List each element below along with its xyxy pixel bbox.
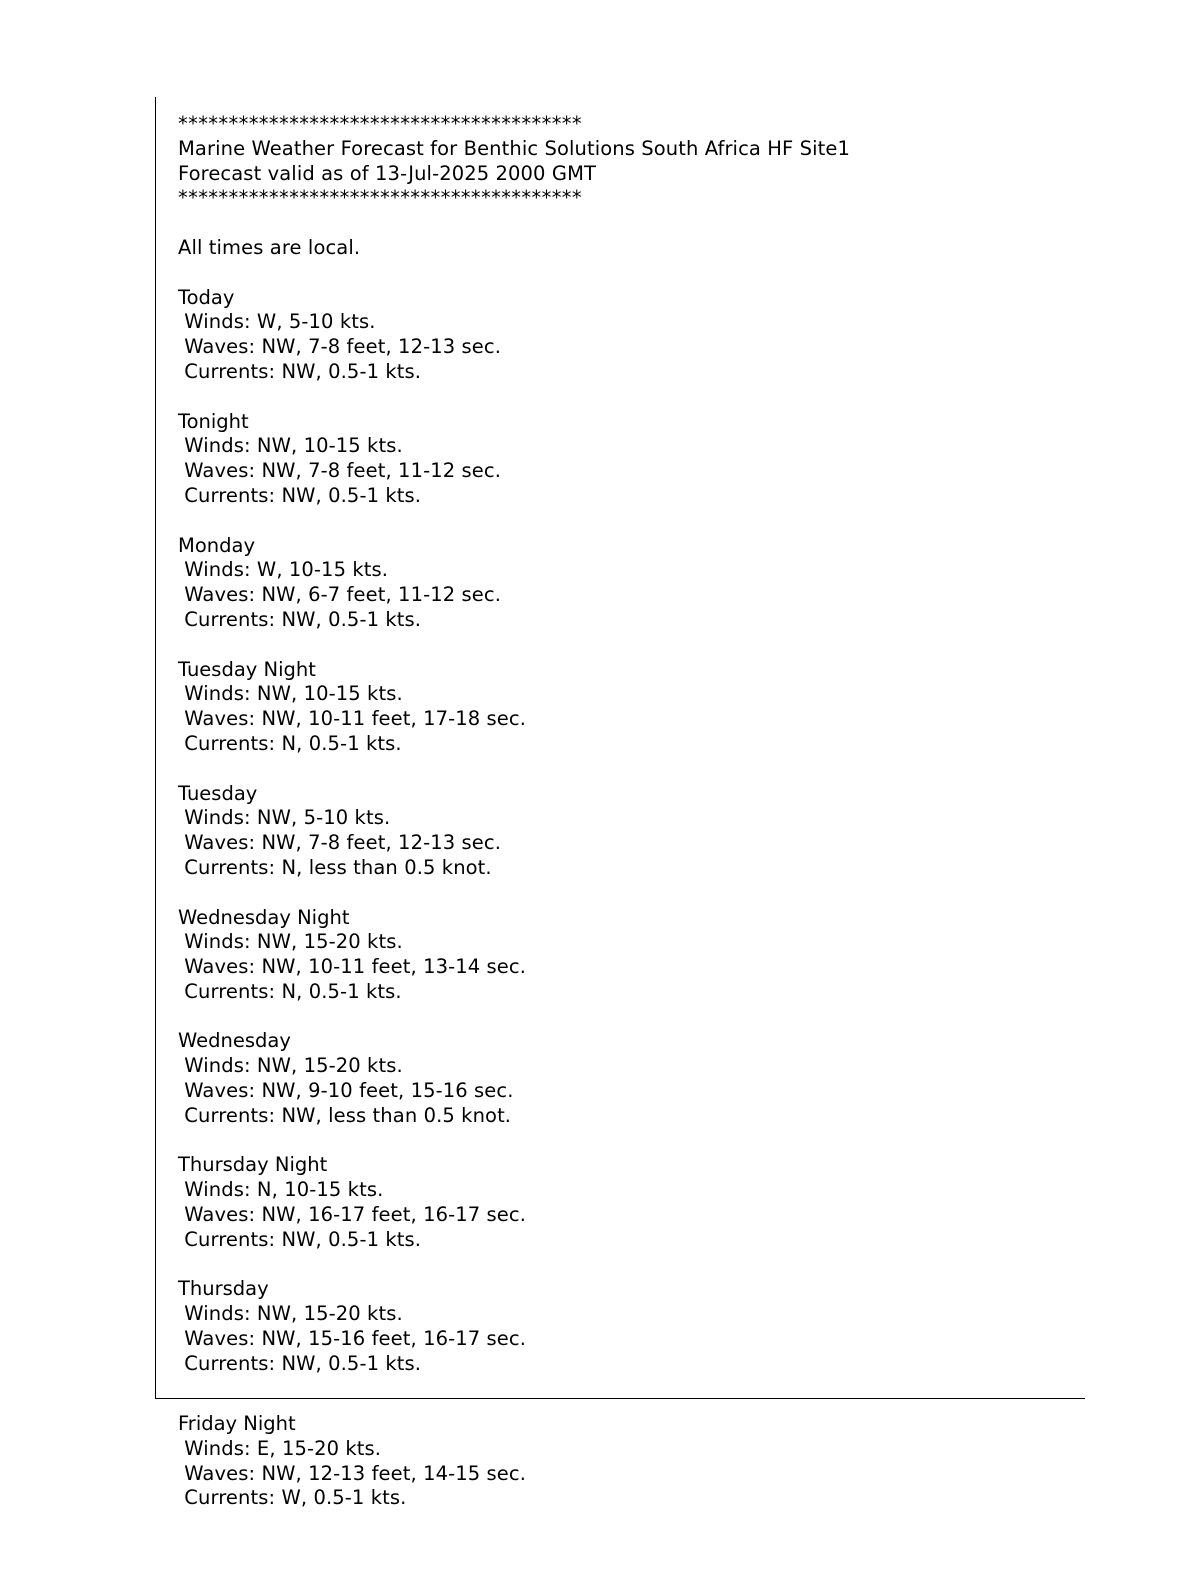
forecast-period (178, 658, 1078, 757)
period-name: Wednesday Night (178, 905, 350, 929)
period-currents: Currents: NW, 0.5-1 kts. (178, 483, 422, 507)
forecast-period (178, 286, 1078, 385)
period-waves: Waves: NW, 10-11 feet, 17-18 sec. (178, 707, 527, 731)
period-waves: Waves: NW, 7-8 feet, 12-13 sec. (178, 335, 501, 359)
period-name: Tuesday Night (178, 657, 316, 681)
period-currents: Currents: N, 0.5-1 kts. (178, 731, 402, 755)
document-title: Marine Weather Forecast for Benthic Solutions South Africa HF Site1 (178, 136, 850, 160)
period-name: Monday (178, 533, 255, 557)
header-rule-bottom: **************************************** (178, 186, 582, 210)
spacer (178, 757, 1078, 782)
spacer (178, 509, 1078, 534)
period-name: Tonight (178, 409, 249, 433)
spacer (178, 385, 1078, 410)
spacer (178, 1005, 1078, 1030)
forecast-period (178, 1277, 1078, 1376)
spacer (178, 211, 1078, 236)
spacer (178, 1129, 1078, 1154)
period-waves: Waves: NW, 7-8 feet, 12-13 sec. (178, 831, 501, 855)
spacer (178, 261, 1078, 286)
period-winds: Winds: NW, 10-15 kts. (178, 682, 403, 706)
forecast-document (178, 112, 1078, 1377)
period-currents: Currents: NW, 0.5-1 kts. (178, 1227, 422, 1251)
period-winds: Winds: N, 10-15 kts. (178, 1178, 384, 1202)
forecast-period (178, 1029, 1078, 1128)
spacer (178, 881, 1078, 906)
period-waves: Waves: NW, 6-7 feet, 11-12 sec. (178, 583, 501, 607)
period-currents: Currents: NW, 0.5-1 kts. (178, 607, 422, 631)
period-name: Thursday Night (178, 1153, 328, 1177)
period-name: Friday Night (178, 1412, 296, 1435)
period-name: Tuesday (178, 781, 258, 805)
spacer (178, 633, 1078, 658)
period-name: Today (178, 285, 235, 309)
period-name: Thursday (178, 1277, 269, 1301)
period-name: Wednesday (178, 1029, 291, 1053)
period-currents: Currents: NW, 0.5-1 kts. (178, 359, 422, 383)
forecast-period (178, 534, 1078, 633)
period-waves: Waves: NW, 7-8 feet, 11-12 sec. (178, 459, 501, 483)
period-winds: Winds: W, 5-10 kts. (178, 310, 376, 334)
period-winds: Winds: NW, 10-15 kts. (178, 434, 403, 458)
period-waves: Waves: NW, 10-11 feet, 13-14 sec. (178, 955, 527, 979)
period-winds: Winds: E, 15-20 kts. (178, 1436, 382, 1460)
period-waves: Waves: NW, 12-13 feet, 14-15 sec. (178, 1461, 527, 1485)
period-currents: Currents: W, 0.5-1 kts. (178, 1486, 407, 1510)
forecast-period (178, 410, 1078, 509)
period-winds: Winds: NW, 15-20 kts. (178, 930, 403, 954)
period-winds: Winds: W, 10-15 kts. (178, 558, 389, 582)
forecast-overflow (178, 1412, 1078, 1511)
forecast-period (178, 1153, 1078, 1252)
times-note: All times are local. (178, 235, 361, 259)
forecast-validity: Forecast valid as of 13-Jul-2025 2000 GMT (178, 161, 597, 185)
period-currents: Currents: N, less than 0.5 knot. (178, 855, 492, 879)
period-winds: Winds: NW, 5-10 kts. (178, 806, 391, 830)
forecast-period (178, 782, 1078, 881)
period-winds: Winds: NW, 15-20 kts. (178, 1054, 403, 1078)
spacer (178, 1253, 1078, 1278)
forecast-period (178, 1412, 1078, 1511)
period-waves: Waves: NW, 9-10 feet, 15-16 sec. (178, 1079, 514, 1103)
header-rule-top: **************************************** (178, 112, 582, 135)
period-currents: Currents: NW, less than 0.5 knot. (178, 1103, 512, 1127)
period-winds: Winds: NW, 15-20 kts. (178, 1302, 403, 1326)
period-currents: Currents: N, 0.5-1 kts. (178, 979, 402, 1003)
period-waves: Waves: NW, 15-16 feet, 16-17 sec. (178, 1327, 527, 1351)
forecast-period (178, 906, 1078, 1005)
period-waves: Waves: NW, 16-17 feet, 16-17 sec. (178, 1203, 527, 1227)
period-currents: Currents: NW, 0.5-1 kts. (178, 1351, 422, 1375)
